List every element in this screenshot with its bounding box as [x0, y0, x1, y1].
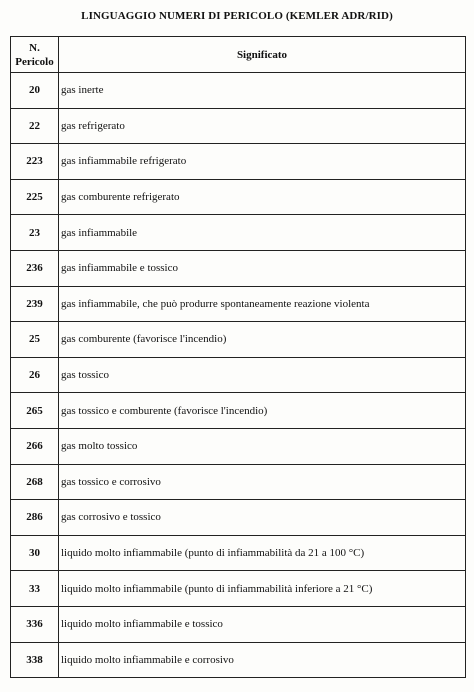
hazard-meaning: liquido molto infiammabile e tossico [59, 606, 466, 642]
hazard-code: 26 [11, 357, 59, 393]
table-row [11, 642, 466, 678]
hazard-code: 265 [11, 393, 59, 429]
table-row [11, 393, 466, 429]
table-row [11, 500, 466, 536]
hazard-code: 33 [11, 571, 59, 607]
hazard-meaning: gas corrosivo e tossico [59, 500, 466, 536]
hazard-number-table [10, 36, 466, 678]
table-row [11, 73, 466, 109]
hazard-code: 225 [11, 179, 59, 215]
hazard-meaning: gas refrigerato [59, 108, 466, 144]
table-row [11, 108, 466, 144]
column-header-meaning: Significato [59, 37, 466, 73]
hazard-meaning: gas infiammabile [59, 215, 466, 251]
hazard-code: 20 [11, 73, 59, 109]
column-header-code-line1: N. [29, 41, 40, 54]
hazard-meaning: gas infiammabile refrigerato [59, 144, 466, 180]
table-row [11, 179, 466, 215]
document-title: LINGUAGGIO NUMERI DI PERICOLO (KEMLER ADR/RID) [81, 10, 393, 22]
table-row [11, 357, 466, 393]
hazard-meaning: liquido molto infiammabile e corrosivo [59, 642, 466, 678]
table-header-row [11, 37, 466, 73]
hazard-meaning: liquido molto infiammabile (punto di infiammabilità da 21 a 100 °C) [59, 535, 466, 571]
table-row [11, 322, 466, 358]
table-row [11, 215, 466, 251]
hazard-meaning: gas tossico [59, 357, 466, 393]
table-row [11, 535, 466, 571]
hazard-meaning: gas comburente refrigerato [59, 179, 466, 215]
table-row [11, 606, 466, 642]
hazard-meaning: gas molto tossico [59, 428, 466, 464]
hazard-meaning: gas tossico e comburente (favorisce l'incendio) [59, 393, 466, 429]
table-row [11, 144, 466, 180]
hazard-code: 223 [11, 144, 59, 180]
hazard-meaning: liquido molto infiammabile (punto di infiammabilità inferiore a 21 °C) [59, 571, 466, 607]
hazard-meaning: gas infiammabile e tossico [59, 250, 466, 286]
hazard-meaning: gas infiammabile, che può produrre spontaneamente reazione violenta [59, 286, 466, 322]
hazard-code: 30 [11, 535, 59, 571]
table-body [11, 73, 466, 678]
table-row [11, 286, 466, 322]
hazard-code: 268 [11, 464, 59, 500]
hazard-code: 266 [11, 428, 59, 464]
hazard-code: 236 [11, 250, 59, 286]
table-row [11, 464, 466, 500]
column-header-code-line2: Pericolo [15, 55, 54, 68]
hazard-meaning: gas tossico e corrosivo [59, 464, 466, 500]
hazard-meaning: gas inerte [59, 73, 466, 109]
hazard-code: 22 [11, 108, 59, 144]
hazard-code: 23 [11, 215, 59, 251]
hazard-code: 336 [11, 606, 59, 642]
hazard-code: 25 [11, 322, 59, 358]
table-row [11, 250, 466, 286]
column-header-code [11, 37, 59, 73]
hazard-code: 338 [11, 642, 59, 678]
hazard-code: 239 [11, 286, 59, 322]
table-row [11, 571, 466, 607]
hazard-meaning: gas comburente (favorisce l'incendio) [59, 322, 466, 358]
table-row [11, 428, 466, 464]
hazard-code: 286 [11, 500, 59, 536]
